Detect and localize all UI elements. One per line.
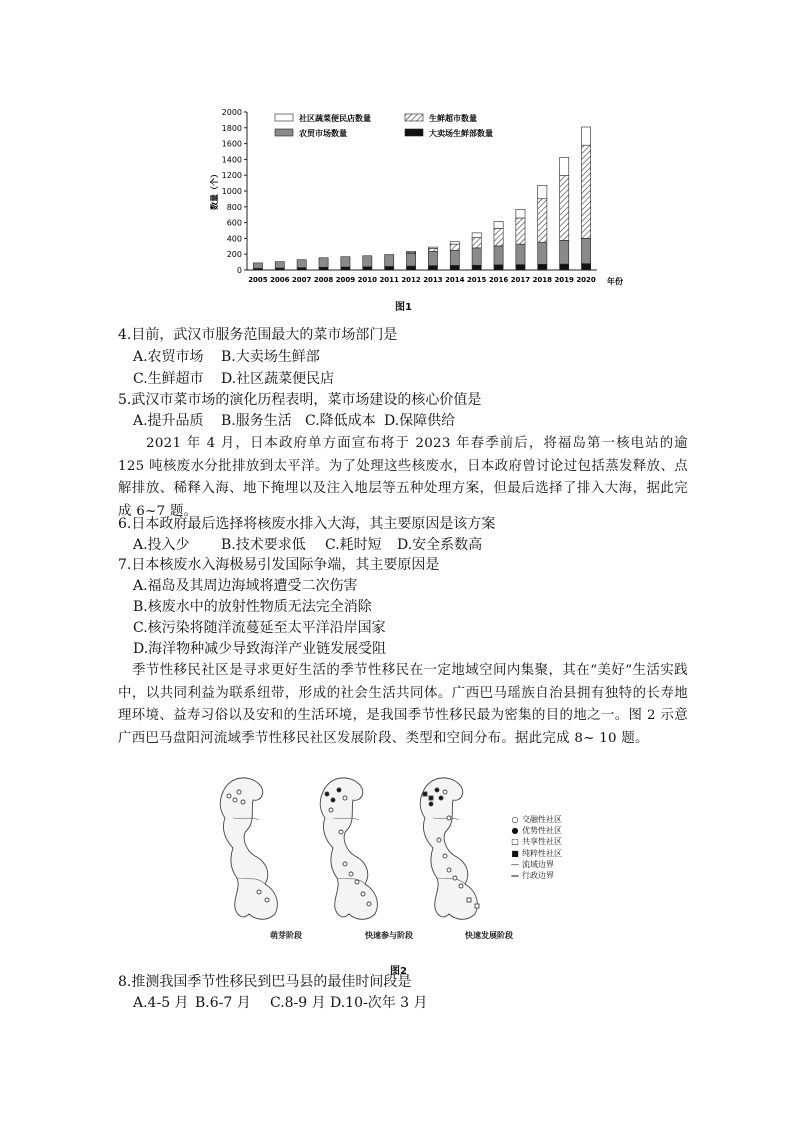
bar-segment xyxy=(385,255,394,267)
q5-option-c: C.降低成本 xyxy=(305,413,376,429)
bar-segment xyxy=(450,265,459,270)
legend-label: 优势性社区 xyxy=(522,826,562,836)
legend-label: 生鲜超市数量 xyxy=(429,114,477,123)
figure1-caption: 图1 xyxy=(395,302,412,313)
y-tick-label: 200 xyxy=(226,250,242,260)
bar-segment xyxy=(472,248,481,265)
q8-option-c: C.8-9 月 xyxy=(270,995,326,1011)
x-tick-label: 2019 xyxy=(554,276,574,284)
bar-segment xyxy=(538,185,547,198)
y-tick-label: 1400 xyxy=(221,155,242,165)
y-tick-label: 1600 xyxy=(221,139,242,149)
filled-square-icon: ■ xyxy=(511,848,519,858)
bar-segment xyxy=(406,266,415,270)
bar-segment xyxy=(341,267,350,270)
bar-segment xyxy=(560,264,569,270)
legend-item xyxy=(275,113,371,123)
bar-segment xyxy=(560,176,569,241)
stage-label-1: 萌芽阶段 xyxy=(270,931,302,940)
bar-segment xyxy=(297,268,306,270)
legend-item xyxy=(275,128,347,138)
legend-item-basin xyxy=(508,859,598,870)
x-tick-label: 2008 xyxy=(313,276,334,284)
q7-option-a: A.福岛及其周边海域将遭受二次伤害 xyxy=(133,578,358,594)
x-axis-label: 年份 xyxy=(607,277,623,286)
bar-segment xyxy=(341,257,350,267)
question-8-stem: 8.推测我国季节性移民到巴马县的最佳时间段是 xyxy=(118,974,412,990)
legend-item-admin xyxy=(508,870,598,881)
legend-label: 大卖场生鲜部数量 xyxy=(429,129,493,138)
x-tick-label: 2016 xyxy=(488,276,509,284)
filled-circle-icon: ● xyxy=(511,826,519,836)
bar-segment xyxy=(472,233,481,238)
y-tick-label: 800 xyxy=(226,202,242,212)
bar-segment xyxy=(450,250,459,265)
bar-segment xyxy=(406,251,415,252)
x-tick-label: 2007 xyxy=(291,276,312,284)
map-stage-3 xyxy=(420,778,479,919)
bar-segment xyxy=(363,256,372,267)
hollow-circle-icon: ○ xyxy=(511,815,519,825)
bar-segment xyxy=(494,246,503,265)
q5-option-a: A.提升品质 xyxy=(133,413,204,429)
legend-item-shared xyxy=(508,836,598,847)
bar-segment xyxy=(428,248,437,251)
thick-line-icon: — xyxy=(511,871,519,881)
stage-label-2: 快速参与阶段 xyxy=(365,931,413,940)
x-tick-label: 2013 xyxy=(423,276,443,284)
bar-segment xyxy=(428,266,437,270)
y-tick-label: 0 xyxy=(236,266,242,275)
thin-line-icon: — xyxy=(511,859,519,869)
q7-option-c: C.核污染将随洋流蔓延至太平洋沿岸国家 xyxy=(133,620,386,636)
x-tick-label: 2012 xyxy=(401,276,421,284)
legend-label: 社区蔬菜便民店数量 xyxy=(299,114,371,123)
bar-segment xyxy=(297,260,306,268)
x-tick-label: 2018 xyxy=(532,276,553,284)
legend-item-mixed xyxy=(508,814,598,825)
q6-option-c: C.耗时短 xyxy=(325,537,382,553)
bar-segment xyxy=(385,266,394,270)
y-tick-label: 1800 xyxy=(221,123,242,133)
bar-segment xyxy=(363,267,372,270)
legend-item-pure xyxy=(508,848,598,859)
bar-segment xyxy=(253,263,262,269)
legend-label: 农贸市场数量 xyxy=(299,129,347,138)
q6-option-b: B.技术要求低 xyxy=(221,537,306,553)
stage-label-3: 快速发展阶段 xyxy=(465,931,513,940)
map-stage-2 xyxy=(320,778,377,919)
legend-label: 交融性社区 xyxy=(522,815,562,825)
bar-segment xyxy=(319,267,328,270)
y-tick-label: 400 xyxy=(226,234,242,244)
x-tick-label: 2017 xyxy=(510,276,531,284)
q6-option-a: A.投入少 xyxy=(133,537,190,553)
q8-option-a: A.4-5 月 xyxy=(133,995,189,1011)
x-tick-label: 2006 xyxy=(270,276,290,284)
q5-option-b: B.服务生活 xyxy=(221,413,292,429)
y-tick-label: 2000 xyxy=(221,108,242,117)
y-tick-label: 1000 xyxy=(221,187,242,196)
q6-option-d: D.安全系数高 xyxy=(397,537,483,553)
legend-label: 共享性社区 xyxy=(522,837,562,847)
bar-segment xyxy=(472,265,481,270)
bar-segment xyxy=(406,253,415,266)
q7-option-b: B.核废水中的放射性物质无法完全消除 xyxy=(133,599,372,615)
q8-option-b: B.6-7 月 xyxy=(195,995,251,1011)
passage-nuclear-wastewater: 2021 年 4 月，日本政府单方面宣布将于 2023 年春季前后，将福岛第一核电站的逾 125 吨核废水分批排放到太平洋。为了处理这些核废水，日本政府曾讨论过包括蒸发释放、点解排放、稀释入海、地下掩埋以及注入地层等五种处理方案，但最后选择了排入大海，据此完成 6~7 题。 xyxy=(118,436,688,519)
bar-segment xyxy=(319,258,328,267)
bar-segment xyxy=(581,238,590,263)
q4-option-c: C.生鲜超市 xyxy=(133,371,204,387)
bar-segment xyxy=(494,265,503,270)
bar-segment xyxy=(472,238,481,248)
bar-segment xyxy=(516,209,525,218)
legend-item xyxy=(405,128,493,138)
figure2-legend xyxy=(508,814,598,881)
bar-segment xyxy=(581,145,590,238)
question-7-stem: 7.日本核废水入海极易引发国际争端，其主要原因是 xyxy=(118,557,440,573)
passage-seasonal-migrants: 季节性移民社区是寻求更好生活的季节性移民在一定地域空间内集聚，其在“美好”生活实践中，以共同利益为联系纽带，形成的社会生活共同体。广西巴马瑶族自治县拥有独特的长寿地理环境、益寿习俗以及安和的生活环境，是我国季节性移民最为密集的目的地之一。图 2 示意广西巴马盘阳河流域季节性移民社区发展阶段、类型和空间分布。据此完成 8~ 10 题。 xyxy=(118,663,688,746)
x-tick-label: 2009 xyxy=(335,276,356,284)
legend-swatch xyxy=(405,114,423,121)
y-axis-label: 数量（个） xyxy=(210,170,219,210)
legend-label: 行政边界 xyxy=(522,871,554,881)
legend-label: 流域边界 xyxy=(522,859,554,869)
legend-swatch xyxy=(405,129,423,136)
bar-segment xyxy=(516,218,525,244)
legend-swatch xyxy=(275,114,293,121)
bar-segment xyxy=(538,199,547,242)
bar-segment xyxy=(581,127,590,145)
bar-segment xyxy=(538,242,547,264)
x-tick-label: 2015 xyxy=(466,276,487,284)
q4-option-a: A.农贸市场 xyxy=(133,349,204,365)
bar-segment xyxy=(494,229,503,246)
bar-segment xyxy=(275,262,284,268)
hollow-square-icon: □ xyxy=(511,837,519,847)
q8-option-d: D.10-次年 3 月 xyxy=(330,995,428,1011)
question-6-stem: 6.日本政府最后选择将核废水排入大海，其主要原因是该方案 xyxy=(118,516,496,532)
question-5-stem: 5.武汉市菜市场的演化历程表明，菜市场建设的核心价值是 xyxy=(118,392,482,408)
bar-segment xyxy=(428,251,437,265)
legend-item xyxy=(405,113,477,123)
x-tick-label: 2005 xyxy=(248,276,268,284)
bar-segment xyxy=(560,240,569,264)
bar-segment xyxy=(581,264,590,270)
legend-swatch xyxy=(275,129,293,136)
figure2-caption: 图2 xyxy=(390,966,407,977)
q5-option-d: D.保障供给 xyxy=(384,413,456,429)
bar-segment xyxy=(516,244,525,265)
legend-item-dominant xyxy=(508,825,598,836)
q7-option-d: D.海洋物种减少导致海洋产业链发展受阻 xyxy=(133,641,387,657)
bar-segment xyxy=(516,265,525,270)
bar-segment xyxy=(450,242,459,244)
q4-option-d: D.社区蔬菜便民店 xyxy=(221,371,335,387)
q4-option-b: B.大卖场生鲜部 xyxy=(221,349,320,365)
map-stage-1 xyxy=(220,778,277,919)
bar-chart-svg xyxy=(205,100,623,315)
bar-segment xyxy=(494,221,503,228)
y-tick-label: 1200 xyxy=(221,171,242,181)
x-tick-label: 2014 xyxy=(445,276,465,284)
x-tick-label: 2020 xyxy=(576,276,596,284)
question-4-stem: 4.目前，武汉市服务范围最大的菜市场部门是 xyxy=(118,327,398,343)
bar-segment xyxy=(428,247,437,248)
bar-segment xyxy=(450,244,459,250)
x-tick-label: 2011 xyxy=(379,276,399,284)
x-tick-label: 2010 xyxy=(357,276,378,284)
bar-segment xyxy=(560,157,569,175)
figure1-chart xyxy=(205,100,623,315)
legend-label: 纯粹性社区 xyxy=(522,848,562,858)
bar-segment xyxy=(538,264,547,270)
y-tick-label: 600 xyxy=(226,218,242,228)
